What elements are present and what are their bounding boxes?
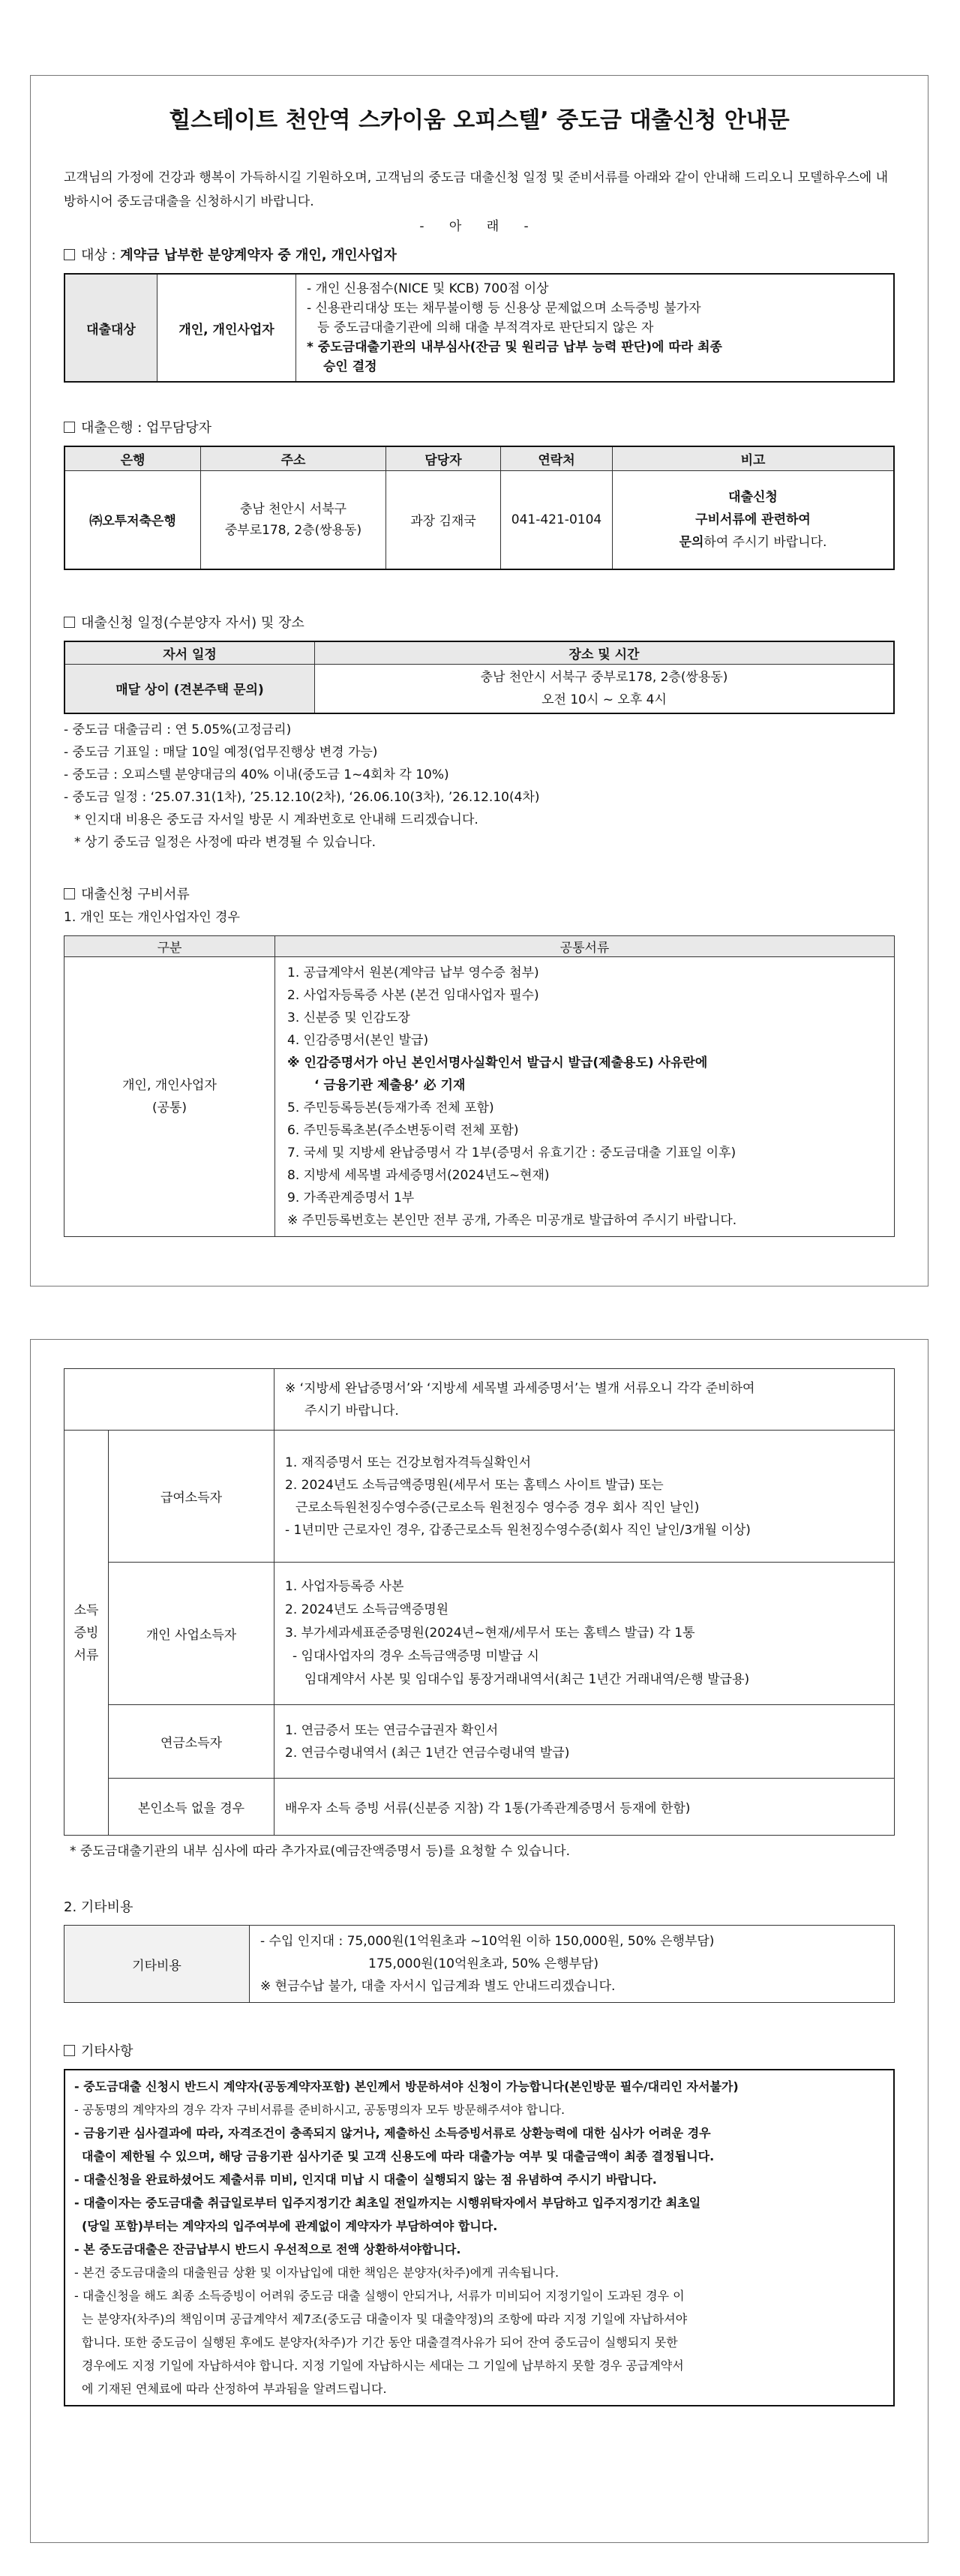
section-schedule-heading: 대출신청 일정(수분양자 자서) 및 장소 — [64, 612, 895, 632]
doc-item: 5. 주민등록등본(등재가족 전체 포함) — [287, 1100, 494, 1115]
cost-detail: - 수입 인지대 : 75,000원(1억원초과 ~10억원 이하 150,000원, 50% 은행부담) 175,000원(10억원초과, 50% 은행부담) ※ 현금수납 불가, 대출 자서시 입금계좌 별도 안내드리겠습니다. — [250, 1926, 895, 2003]
docs-subheading: 1. 개인 또는 개인사업자인 경우 — [64, 910, 240, 925]
etc-item: - 중도금대출 신청시 반드시 계약자(공동계약자포함) 본인께서 방문하셔야 신청이 가능합니다(본인방문 필수/대리인 자서불가) — [74, 2079, 739, 2094]
note-stamp: * 인지대 비용은 중도금 자서일 방문 시 계좌번호로 안내해 드리겠습니다. — [74, 812, 478, 827]
document-title: 힐스테이트 천안역 스카이움 오피스텔’ 중도금 대출신청 안내문 — [169, 107, 790, 134]
etc-item: 합니다. 또한 중도금이 실행된 후에도 분양자(차주)가 기간 동안 대출결격사유가 되어 잔여 중도금이 실행되지 못한 — [82, 2335, 678, 2349]
doc-item: ※ 인감증명서가 아닌 본인서명사실확인서 발급시 발급(제출용도) 사유란에 — [287, 1055, 708, 1070]
schedule-place: 충남 천안시 서북구 중부로178, 2층(쌍용동) 오전 10시 ~ 오후 4시 — [315, 664, 895, 713]
etc-item: 에 기재된 연체료에 따라 산정하여 부과됨을 알려드립니다. — [82, 2382, 387, 2396]
income-table — [64, 1368, 895, 1836]
income-docs-business: 1. 사업자등록증 사본 2. 2024년도 소득금액증명원 3. 부가세과세표준증명원(2024년~현재/세무서 또는 홈텍스 발급) 각 1통 - 임대사업자의 경우 소득금액증명 미발급 시 임대계약서 사본 및 임대수입 통장거래내역서(최근 1년간 거래내역/은행 발급용) — [274, 1563, 895, 1705]
target-table — [64, 273, 895, 383]
income-label-pension: 연금소득자 — [109, 1705, 274, 1779]
doc-item: 2. 사업자등록증 사본 (본건 임대사업자 필수) — [287, 988, 539, 1003]
bank-address: 충남 천안시 서북구 중부로178, 2층(쌍용동) — [201, 470, 386, 569]
bank-note: 대출신청 구비서류에 관련하여 문의하여 주시기 바랍니다. — [613, 470, 895, 569]
income-empty-cell — [64, 1369, 274, 1431]
checkbox-icon — [64, 249, 75, 260]
bank-header-phone: 연락처 — [501, 446, 613, 470]
ahrae-label: - 아 래 - — [419, 219, 539, 234]
etc-item: - 대출이자는 중도금대출 취급일로부터 입주지정기간 최초일 전일까지는 시행위탁자에서 부담하고 입주지정기간 최초일 — [74, 2196, 701, 2210]
checkbox-icon — [64, 888, 75, 899]
income-label-business: 개인 사업소득자 — [109, 1563, 274, 1705]
intro-text: 고객님의 가정에 건강과 행복이 가득하시길 기원하오며, 고객님의 중도금 대출신청 일정 및 준비서류를 아래와 같이 안내해 드리오니 모델하우스에 내방하시어 중도금대출을 신청하시기 바랍니다. — [64, 170, 889, 209]
etc-item: 경우에도 지정 기일에 자납하셔야 합니다. 지정 기일에 자납하시는 세대는 그 기일에 납부하지 못할 경우 공급계약서 — [82, 2358, 684, 2373]
target-col2: 개인, 개인사업자 — [158, 274, 296, 382]
doc-item: 3. 신분증 및 인감도장 — [287, 1010, 410, 1025]
bank-header-note: 비고 — [613, 446, 895, 470]
doc-item: 8. 지방세 세목별 과세증명서(2024년도~현재) — [287, 1168, 550, 1183]
income-label-none: 본인소득 없을 경우 — [109, 1779, 274, 1836]
income-group-label: 소득 증빙 서류 — [64, 1431, 109, 1836]
note-change: * 상기 중도금 일정은 사정에 따라 변경될 수 있습니다. — [74, 835, 376, 850]
etc-item: 는 분양자(차주)의 책임이며 공급계약서 제7조(중도금 대출이자 및 대출약정)의 조항에 따라 지정 기일에 자납하셔야 — [82, 2312, 688, 2326]
cost-label: 기타비용 — [64, 1926, 250, 2003]
bank-name: ㈜오투저축은행 — [64, 470, 201, 569]
doc-item: 4. 인감증명서(본인 발급) — [287, 1033, 429, 1048]
bank-header-bank: 은행 — [64, 446, 201, 470]
target-col1: 대출대상 — [64, 274, 158, 382]
doc-item: ※ 주민등록번호는 본인만 전부 공개, 가족은 미공개로 발급하여 주시기 바랍니다. — [287, 1213, 737, 1228]
doc-item: ‘ 금융기관 제출용’ 必 기재 — [314, 1078, 466, 1093]
docs-type: 개인, 개인사업자 (공통) — [64, 957, 275, 1237]
note-amount: - 중도금 : 오피스텔 분양대금의 40% 이내(중도금 1~4회차 각 10%) — [64, 767, 449, 782]
checkbox-icon — [64, 617, 75, 628]
bank-manager: 과장 김재국 — [386, 470, 501, 569]
docs-header-type: 구분 — [64, 936, 275, 957]
section-bank-heading: 대출은행 : 업무담당자 — [64, 417, 895, 437]
income-label-salary: 급여소득자 — [109, 1431, 274, 1563]
note-date: - 중도금 기표일 : 매달 10일 예정(업무진행상 변경 가능) — [64, 745, 378, 760]
cost-heading: 2. 기타비용 — [64, 1899, 134, 1915]
bank-header-address: 주소 — [201, 446, 386, 470]
section-etc-heading: 기타사항 — [64, 2040, 895, 2060]
etc-item: - 대출신청을 해도 최종 소득증빙이 어려워 중도금 대출 실행이 안되거나, 서류가 미비되어 지정기일이 도과된 경우 이 — [74, 2289, 685, 2303]
document-page-1 — [30, 75, 928, 1286]
bank-phone: 041-421-0104 — [501, 470, 613, 569]
schedule-date: 매달 상이 (견본주택 문의) — [64, 664, 315, 713]
schedule-table — [64, 641, 895, 714]
doc-item: 6. 주민등록초본(주소변동이력 전체 포함) — [287, 1123, 519, 1138]
checkbox-icon — [64, 2045, 75, 2056]
docs-list — [275, 957, 895, 1237]
etc-item: 대출이 제한될 수 있으며, 해당 금융기관 심사기준 및 고객 신용도에 따라 대출가능 여부 및 대출금액이 최종 결정됩니다. — [82, 2149, 715, 2163]
schedule-header-place: 장소 및 시간 — [315, 641, 895, 664]
bank-header-manager: 담당자 — [386, 446, 501, 470]
income-docs-salary: 1. 재직증명서 또는 건강보험자격득실확인서 2. 2024년도 소득금액증명원(세무서 또는 홈텍스 사이트 발급) 또는 근로소득원천징수영수증(근로소득 원천징수 영수증 경우 회사 직인 날인) - 1년미만 근로자인 경우, 갑종근로소득 원천징수영수증(회사 직인 날인/3개월 이상) — [274, 1431, 895, 1563]
schedule-header-date: 자서 일정 — [64, 641, 315, 664]
document-page-2 — [30, 1339, 928, 2543]
doc-item: 1. 공급계약서 원본(계약금 납부 영수증 첨부) — [287, 965, 539, 980]
income-docs-none: 배우자 소득 증빙 서류(신분증 지참) 각 1통(가족관계증명서 등재에 한함) — [274, 1779, 895, 1836]
checkbox-icon — [64, 422, 75, 433]
income-docs-pension: 1. 연금증서 또는 연금수급권자 확인서 2. 연금수령내역서 (최근 1년간 연금수령내역 발급) — [274, 1705, 895, 1779]
note-schedule: - 중도금 일정 : ‘25.07.31(1차), ’25.12.10(2차), ‘26.06.10(3차), ’26.12.10(4차) — [64, 790, 540, 805]
etc-item: - 본건 중도금대출의 대출원금 상환 및 이자납입에 대한 책임은 분양자(차주)에게 귀속됩니다. — [74, 2265, 560, 2280]
etc-item: - 대출신청을 완료하셨어도 제출서류 미비, 인지대 미납 시 대출이 실행되지 않는 점 유념하여 주시기 바랍니다. — [74, 2172, 657, 2187]
docs-table — [64, 935, 895, 1237]
income-top-note: ※ ‘지방세 완납증명서’와 ‘지방세 세목별 과세증명서’는 별개 서류오니 각각 준비하여 주시기 바랍니다. — [274, 1369, 895, 1431]
docs-header-common: 공통서류 — [275, 936, 895, 957]
doc-item: 9. 가족관계증명서 1부 — [287, 1190, 415, 1205]
doc-item: 7. 국세 및 지방세 완납증명서 각 1부(증명서 유효기간 : 중도금대출 기표일 이후) — [287, 1145, 736, 1160]
section-target-heading: 대상 : 계약금 납부한 분양계약자 중 개인, 개인사업자 — [64, 245, 895, 264]
etc-item: - 금융기관 심사결과에 따라, 자격조건이 충족되지 않거나, 제출하신 소득증빙서류로 상환능력에 대한 심사가 어려운 경우 — [74, 2126, 711, 2140]
note-rate: - 중도금 대출금리 : 연 5.05%(고정금리) — [64, 722, 292, 737]
etc-item: - 본 중도금대출은 잔금납부시 반드시 우선적으로 전액 상환하셔야합니다. — [74, 2242, 461, 2256]
etc-item: (당일 포함)부터는 계약자의 입주여부에 관계없이 계약자가 부담하여야 합니다. — [82, 2219, 498, 2233]
cost-table — [64, 1925, 895, 2003]
bank-table — [64, 446, 895, 570]
income-after-note: * 중도금대출기관의 내부 심사에 따라 추가자료(예금잔액증명서 등)를 요청할 수 있습니다. — [70, 1844, 570, 1859]
etc-box — [64, 2069, 895, 2406]
etc-item: - 공동명의 계약자의 경우 각자 구비서류를 준비하시고, 공동명의자 모두 방문해주셔야 합니다. — [74, 2103, 566, 2117]
loan-notes — [64, 719, 895, 854]
target-conditions: - 개인 신용점수(NICE 및 KCB) 700점 이상 - 신용관리대상 또는 채무불이행 등 신용상 문제없으며 소득증빙 불가자 등 중도금대출기관에 의해 대출 부적격자로 판단되지 않은 자 * 중도금대출기관의 내부심사(잔금 및 원리금 납부 능력 판단)에 따라 최종 승인 결정 — [296, 274, 895, 382]
section-docs-heading: 대출신청 구비서류 — [64, 884, 895, 903]
